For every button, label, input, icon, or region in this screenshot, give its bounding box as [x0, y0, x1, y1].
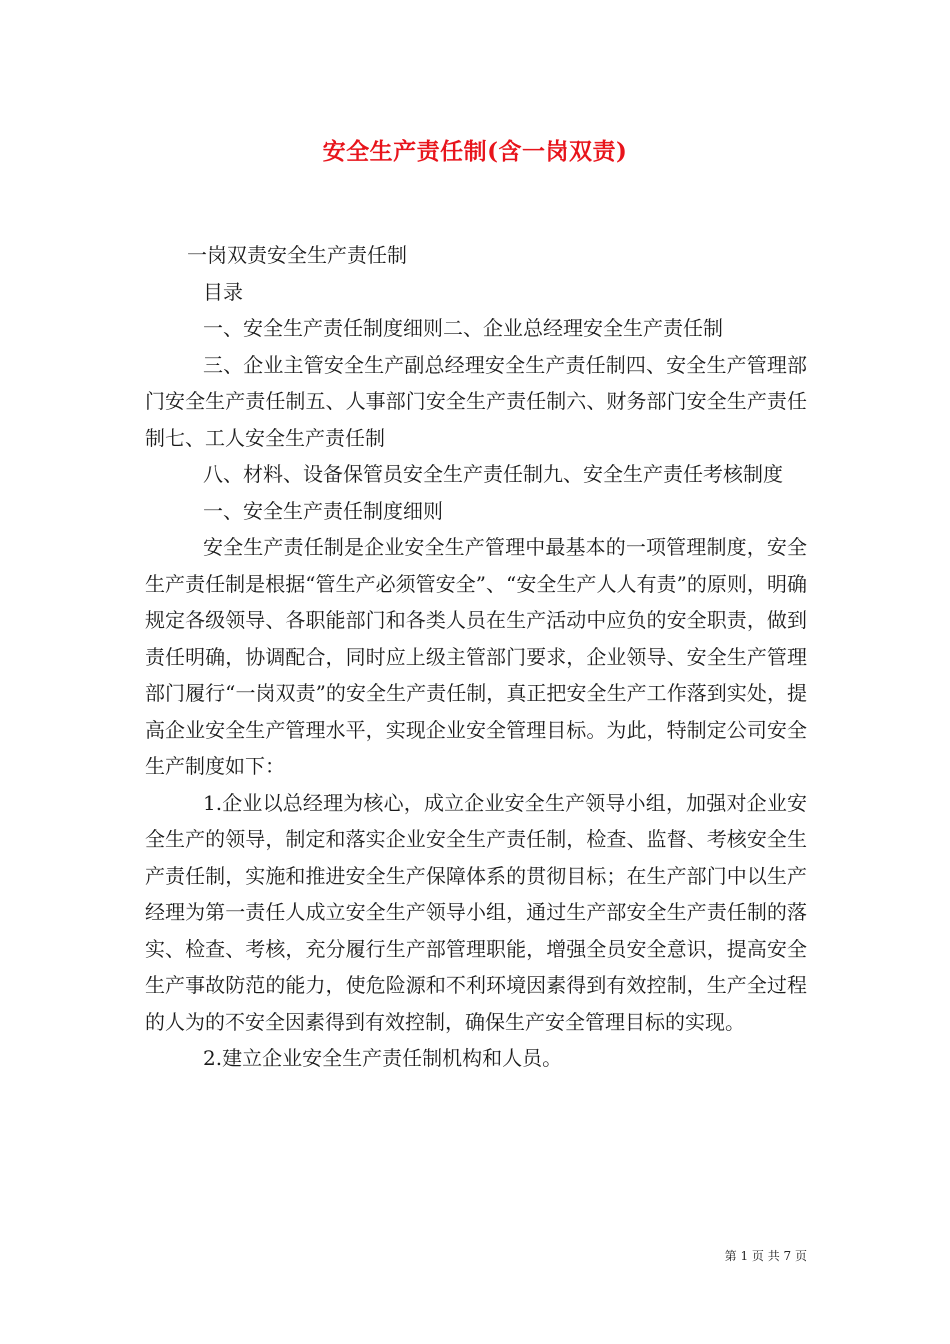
- toc-line: 八、材料、设备保管员安全生产责任制九、安全生产责任考核制度: [203, 462, 783, 486]
- toc-heading: 目录: [203, 279, 243, 304]
- body-paragraph: 安全生产责任制是企业安全生产管理中最基本的一项管理制度，安全生产责任制是根据“管生产必须管安全”、“安全生产人人有责”的原则，明确规定各级领导、各职能部门和各类人员在生产活动中应负的安全职责，做到责任明确，协调配合，同时应上级主管部门要求，企业领导、安全生产管理部门履行“一岗双责”的安全生产责任制，真正把安全生产工作落到实处，提高企业安全生产管理水平，实现企业安全管理目标。为此，特制定公司安全生产制度如下：: [145, 535, 807, 778]
- page-number: 第 1 页 共 7 页: [724, 1249, 807, 1263]
- toc-line: 三、企业主管安全生产副总经理安全生产责任制四、安全生产管理部门安全生产责任制五、人事部门安全生产责任制六、财务部门安全生产责任制七、工人安全生产责任制: [145, 352, 807, 450]
- toc-line: 一、安全生产责任制度细则二、企业总经理安全生产责任制: [203, 316, 723, 340]
- list-item: 2.建立企业安全生产责任制机构和人员。: [203, 1046, 563, 1070]
- list-item: 1.企业以总经理为核心，成立企业安全生产领导小组，加强对企业安全生产的领导，制定和落实企业安全生产责任制，检查、监督、考核安全生产责任制，实施和推进安全生产保障体系的贯彻目标；在生产部门中以生产经理为第一责任人成立安全生产领导小组，通过生产部安全生产责任制的落实、检查、考核，充分履行生产部管理职能，增强全员安全意识，提高安全生产事故防范的能力，使危险源和不利环境因素得到有效控制，生产全过程的人为的不安全因素得到有效控制，确保生产安全管理目标的实现。: [145, 790, 807, 1034]
- document-title: 安全生产责任制(含一岗双责): [322, 138, 628, 165]
- section-heading: 一、安全生产责任制度细则: [203, 498, 443, 523]
- document-body: [145, 237, 807, 1077]
- subtitle: 一岗双责安全生产责任制: [187, 243, 407, 267]
